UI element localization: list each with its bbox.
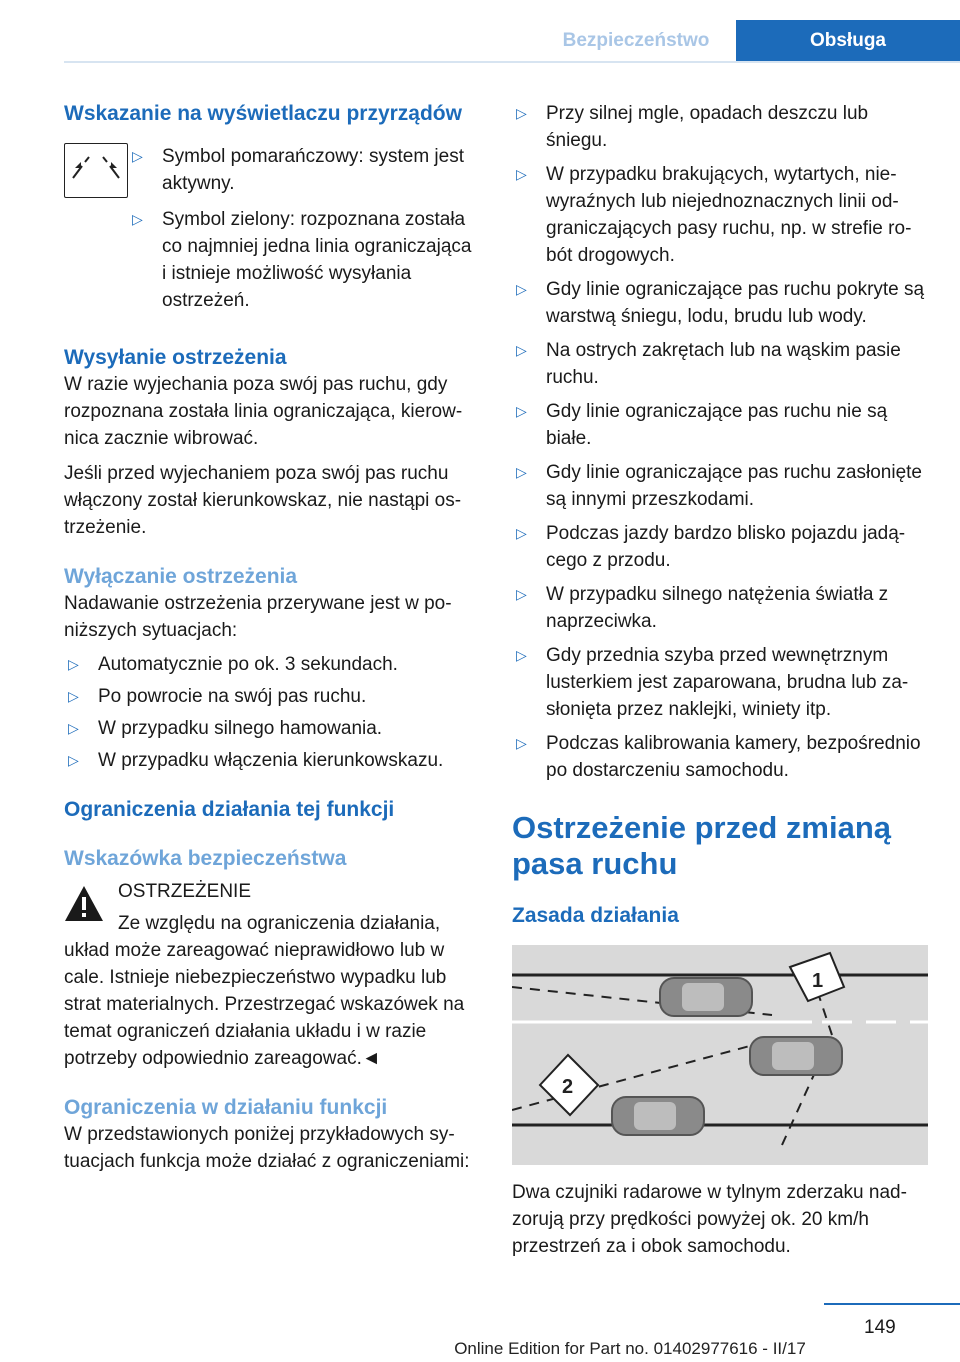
marker-2-label: 2 (562, 1076, 574, 1098)
heading-limits-in-function: Ograniczenia w działaniu funkcji (64, 1096, 388, 1119)
tab-bezpieczenstwo[interactable]: Bezpieczeństwo (536, 20, 736, 62)
heading-lane-change-warning: Ostrzeżenie przed zmianą pasa ruchu (512, 810, 892, 881)
heading-warning-off: Wyłączanie ostrzeżenia (64, 565, 298, 588)
bullet-triangle-icon: ▷ (516, 105, 527, 121)
bullet-triangle-icon: ▷ (516, 647, 527, 663)
left-column (64, 100, 480, 1175)
limitations-list (512, 100, 928, 784)
list-item: ▷ W przypadku silnego natężenia światła z naprzeciwka. (512, 581, 928, 635)
paragraph-limits-in-function: W przedstawionych poniżej przykładowych sytuacjach funkcja może działać z ograniczeniami: (64, 1124, 470, 1172)
bullet-triangle-icon: ▷ (68, 656, 79, 672)
list-item: ▷ Podczas jazdy bardzo blisko pojazdu jadącego z przodu. (512, 520, 928, 574)
list-item: ▷ Automatycznie po ok. 3 sekundach. (64, 651, 480, 678)
bullet-triangle-icon: ▷ (68, 752, 79, 768)
heading-safety-note: Wskazówka bezpieczeństwa (64, 847, 347, 870)
warning-off-list (64, 651, 480, 774)
car-top-icon (660, 978, 752, 1016)
bullet-triangle-icon: ▷ (516, 281, 527, 297)
bullet-triangle-icon: ▷ (132, 211, 143, 227)
heading-sending-warning: Wysyłanie ostrzeżenia (64, 346, 287, 369)
warning-triangle-icon (64, 884, 104, 924)
list-item: ▷ W przypadku silnego hamowania. (64, 715, 480, 742)
bullet-triangle-icon: ▷ (516, 464, 527, 480)
marker-1-label: 1 (812, 970, 824, 992)
page-number-rule (824, 1303, 960, 1305)
car-top-icon (612, 1097, 704, 1135)
bullet-triangle-icon: ▷ (516, 166, 527, 182)
warning-title: OSTRZEŻENIE (118, 881, 252, 902)
list-item: ▷ Po powrocie na swój pas ruchu. (64, 683, 480, 710)
list-item: ▷ Gdy linie ograniczające pas ruchu nie są białe. (512, 398, 928, 452)
list-item: ▷ Symbol pomarańczowy: system jest aktywny. (128, 143, 480, 197)
list-item: ▷ Podczas kalibrowania kamery, bezpośrednio po dostarczeniu samochodu. (512, 730, 928, 784)
bullet-triangle-icon: ▷ (68, 720, 79, 736)
page-number: 149 (864, 1317, 896, 1338)
heading-principle: Zasada działania (512, 904, 679, 927)
bullet-triangle-icon: ▷ (516, 586, 527, 602)
footer-edition: Online Edition for Part no. 01402977616 - II/17 (454, 1339, 806, 1358)
bullet-triangle-icon: ▷ (516, 735, 527, 751)
bullet-triangle-icon: ▷ (132, 148, 143, 164)
display-symbol-row (64, 143, 480, 314)
display-symbol-list (128, 143, 480, 314)
heading-display-indicator: Wskazanie na wyświetlaczu przyrządów (64, 102, 462, 125)
warning-text: Ze względu na ograniczenia działania, układ może zareagować nieprawidłowo lub w cale. Istnieje niebezpieczeństwo wypadku lub strat materialnych. Przestrzegać wskazówek na temat ograniczeń działania układu i w razie potrzeby odpowiednio zareagować.◄ (64, 913, 465, 1069)
list-item: ▷ Gdy linie ograniczające pas ruchu zasłonięte są innymi przeszkodami. (512, 459, 928, 513)
lane-departure-symbol-icon (64, 143, 128, 198)
bullet-triangle-icon: ▷ (516, 525, 527, 541)
list-item: ▷ W przypadku brakujących, wytartych, niewyraźnych lub niejednoznacznych linii odgraniczających pasy ruchu, np. w strefie robót drogowych. (512, 161, 928, 269)
bullet-triangle-icon: ▷ (516, 403, 527, 419)
bullet-triangle-icon: ▷ (516, 342, 527, 358)
car-top-icon (750, 1037, 842, 1075)
paragraph-sending-2: Jeśli przed wyjechaniem poza swój pas ruchu włączony został kierunkowskaz, nie nastąpi ostrzeżenie. (64, 463, 462, 538)
bullet-triangle-icon: ▷ (68, 688, 79, 704)
header-divider (64, 61, 960, 63)
list-item: ▷ Gdy linie ograniczające pas ruchu pokryte są warstwą śniegu, lodu, brudu lub wody. (512, 276, 928, 330)
lane-change-illustration (512, 945, 928, 1165)
paragraph-warning-off: Nadawanie ostrzeżenia przerywane jest w poniższych sytuacjach: (64, 593, 452, 641)
list-item: ▷ Przy silnej mgle, opadach deszczu lub śniegu. (512, 100, 928, 154)
tab-obsluga[interactable]: Obsługa (736, 20, 960, 62)
heading-function-limits: Ograniczenia działania tej funkcji (64, 798, 395, 821)
list-item: ▷ Na ostrych zakrętach lub na wąskim pasie ruchu. (512, 337, 928, 391)
paragraph-principle: Dwa czujniki radarowe w tylnym zderzaku nadzorują przy prędkości powyżej ok. 20 km/h przestrzeń za i obok samochodu. (512, 1182, 907, 1257)
list-item: ▷ Symbol zielony: rozpoznana została co najmniej jedna linia ograniczająca i istnieje możliwość wysyłania ostrzeżeń. (128, 206, 480, 314)
list-item: ▷ W przypadku włączenia kierunkowskazu. (64, 747, 480, 774)
header-tabs (536, 20, 960, 62)
right-column (512, 100, 928, 1260)
list-item: ▷ Gdy przednia szyba przed wewnętrznym lusterkiem jest zaparowana, brudna lub zasłonięta przez naklejki, winiety itp. (512, 642, 928, 723)
paragraph-sending-1: W razie wyjechania poza swój pas ruchu, gdy rozpoznana została linia ograniczająca, kierownica zacznie wibrować. (64, 374, 463, 449)
